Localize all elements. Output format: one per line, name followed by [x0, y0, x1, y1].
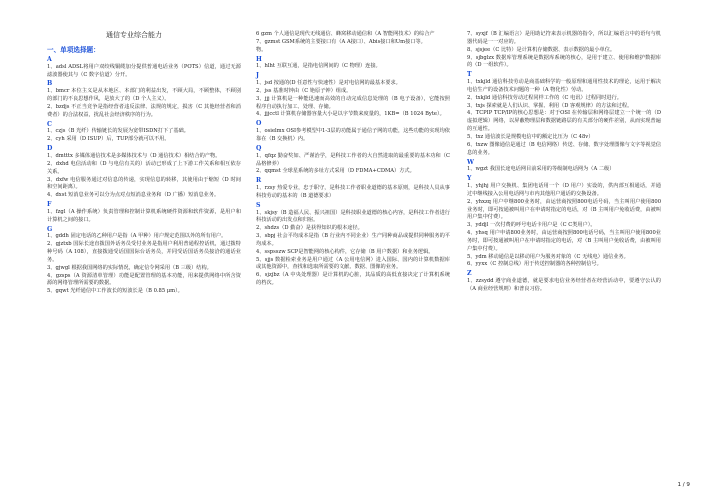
question-item: 8、sjsjee（C 比特）是计算机存储数据、表示数据的最小单位。 [467, 46, 616, 53]
column-3 [467, 31, 661, 294]
section-heading: H [256, 55, 262, 63]
section-heading: W [467, 158, 474, 166]
question-item: 5、ydm 移动通信是以移动用户为服务对象的（C 无线电）通信业务。 [467, 253, 629, 260]
question-item: 3、sbpj 社会平均成本是指（B 行业内不同企业）生产同种商品或提供同种服务的平均成本。 [256, 233, 450, 247]
question-item: 4、jjjcctl 计算机存储器容量大小是以字节数来度量的，1KB=（B 1024 Byte）。 [256, 111, 445, 118]
section-heading: G [47, 225, 53, 233]
question-item: 3、yddjl 一次付费的呼号电话卡用户是（C C类用户）。 [467, 222, 596, 229]
question-item: 5、gqwt 光纤通信中工作波长的短波长是（B 0.85 μm）。 [47, 288, 183, 295]
question-item: 1、bmcr 本位主义是从本地区、本部门的利益出发，不顾大局，不顾整体，不顾别的部门的不良思想作风，是放大了的（D 个人主义）。 [47, 88, 241, 103]
question-item: 2、yhxzq 用户中继800业务时，由运营商按照800电话号码，当主叫用户使用800业务时，即可按通被叫用户在申请时指定的电话，对（B 主叫用户免收话费，由被叫用户集中付费）。 [467, 198, 661, 221]
section-heading: S [256, 201, 261, 209]
question-item: 1、zzsydd 遵守商业道德，就是要求电信业务经营者在经营活动中，要遵守公认的（A 商业经营规则）和普良习俗。 [467, 278, 661, 292]
section-heading: 一、单项选择题： [47, 46, 100, 54]
question-item: 1、osielmx OSI参考模型中1-3层的功能属于通信子网的功能，这些功能的实现均依靠在（B 交换机）内。 [256, 128, 450, 142]
question-item: 1、wgzt 我国长途电话网目前采用的等级制电话网为（A 二级） [467, 166, 615, 173]
question-item: 2、qqmst 全球星系统的多址方式采用（D FDMA+CDMA）方式。 [256, 168, 415, 175]
question-item: 6、yyxx（C 控制总线）用于传送控制器的各种控制信号。 [467, 261, 602, 268]
question-item: 3、jjj 计算机是一种能迅速而高效的自动完成信息处理的（B 电子设备），它能按照程序自动执行加工、处理、存储。 [256, 95, 450, 110]
question-item: 3、txjs 探索就是人们认识、掌握、利用（D 客观规律）的方法和过程。 [467, 102, 633, 109]
question-item: 1、rzsy 热爱专业，忠于职守，是科技工作者职业道德的基本原则，是科技人员从事科技劳动的基本的（B 道德要求） [256, 185, 450, 199]
question-item: 2、jss 基准时钟由（C 铯原子钟）组成。 [256, 87, 352, 94]
column-1 [47, 46, 241, 296]
question-item: 1、fzgl（A 操作系统）负责管理和控制计算机系统硬件资源和软件资源，是用户和计算机之间的接口。 [47, 208, 241, 223]
question-item: 2、cyh 采用（D ISUP）后，TUP部分就可以不用。 [47, 136, 170, 143]
question-item: 2、shdzs（D 勤奋）是获得知识的根本途径。 [256, 225, 363, 232]
question-item: 4、TCPIP TCP/IP的核心思想是：对于OSI 在传输层和网络层建立一个统一的（D 虚拟逻辑）网络，以屏蔽物理层和数据链路层的有关部分的硬件差别，从而实现普遍的互通性。 [467, 110, 661, 133]
question-item: 1、yhjhj 用户交换机、集团电话用一个（D 用户）实设的，供内部互相通话，并通过中继线接入公用电话网与市内其他用户通话的交换设备。 [467, 183, 661, 197]
question-item: 4、sspsszw SCP是智能网的核心构件，它存储（B 用户数据）和业务逻辑。 [256, 248, 434, 255]
column-2 [256, 31, 450, 288]
question-item: 1、hlht 互联互通，是指电信网间的（C 物理）连接。 [256, 63, 381, 70]
question-item: 3、dxfw 电信服务通过对信息的传递，实现信息的转移，其使用由于缩短（D 时间和空间距离）。 [47, 176, 241, 191]
page-number: 1 / 9 [677, 482, 690, 488]
question-item: 3、gjwgl 根据我国网络的实际情况，确定信令网采用（B 三级）结构。 [47, 264, 212, 271]
section-heading: R [256, 177, 262, 185]
question-item: 6 gzm 个人通信是现代无线通信、蜂窝移动通信和（A 智能网技术）的综合产 [256, 31, 435, 37]
section-heading: C [47, 120, 52, 128]
question-item: 6、txzw 图像通信是通过（B 电信网络）传送、存储、数字处理图像与文字等视觉信息的业务。 [467, 141, 661, 156]
section-heading: Z [467, 270, 472, 278]
question-item: 4、dxst 短消息业务可以分为点对点短消息业务和（D 广播）短消息业务。 [47, 192, 220, 199]
question-item: 2、bzdjs 不正当竞争是指经营者违反法律、法规的规定，损害（C 其他经营者和消费者）的合法权益，扰乱社会经济秩序的行为。 [47, 103, 241, 118]
question-item: 5、sjjs 数据检索业务是用户通过（A 公用电信网）进入国际、国内的计算机数据库或其他资源中，查找和选取所需要的文献、数据、图像的业务。 [256, 256, 450, 271]
question-item: 1、txkjld 通信科技劳动是商基础科学的一般原理和通用性技术的理论，运用于解决电信生产的设备技术问题的一种（A 物化性）劳动。 [467, 79, 661, 93]
question-item: 1、dmtttx 多媒体通信技术是多媒体技术与（D 通信技术）相结合的产物。 [47, 152, 221, 159]
section-heading: T [467, 71, 472, 79]
question-item: 7、gzmst GSM系统的主要接口有（A A接口）、Abis接口和Um接口等。 [256, 38, 426, 45]
question-item: 2、gjztxb 国际长途直拨国外话务员受付业务是指用户利用普通程控话机，通过拨特种号码（A 108），直接拨通受话国国际台话务员，并同受话国话务员接洽的通话业务。 [47, 241, 241, 263]
question-item: 2、txkjld 通信科技劳动过程同样工作的（C 电讯）过程同时进行。 [467, 94, 622, 101]
question-item: 4、gzsps（A 资源清单管理）功能是配置管理的基本功能，用来提供网络中所含资源的网络管理所需要的数据。 [47, 272, 241, 287]
section-heading: D [47, 145, 53, 153]
section-heading: J [256, 72, 259, 80]
question-item: 1、czjs（B 光纤）传输链长的发展为宽带ISDN打下了基础。 [47, 128, 189, 135]
question-item: 9、sjbglzx 数据库管理系统是数据库系统的核心，是用于建立、使用和维护数据库的（D 一组软件）。 [467, 54, 661, 69]
question-item: 1、gddh 固定电话的乙种用户是指（A 甲种）用户规定范围以外的所有用户。 [47, 233, 227, 240]
section-heading: F [47, 201, 52, 209]
page-title: 通信专业综合能力 [106, 31, 162, 39]
question-item: 7、syxjf（B 汇编语言）是用助记符来表示机器的指令，所以汇编语言中的语句与机器代码是一一对应的。 [467, 31, 661, 45]
question-item: 1、adsl ADSL将用户双绞线铜缆加分提供普通电话业务（POTS）信道，通过无源滤波器使其与（C 数字信道）分开。 [47, 63, 241, 78]
question-item: 1、skjsy（B 造福人民、振兴祖国）是科技职业道德的核心内容，是科技工作者进行科技活动的出发点和归宿。 [256, 209, 450, 224]
question-item: 2、dxhd 电信活动和（D 与电信有关的）活动已形成了上下游工作关系和相互依存关系。 [47, 160, 241, 175]
section-heading: O [256, 120, 262, 128]
question-item: 5、txz 通信波长是规模电信中的额定比压为（C 48v） [467, 133, 594, 140]
section-heading: Q [256, 144, 262, 152]
section-heading: Y [467, 175, 472, 183]
section-heading: B [47, 80, 53, 88]
question-item: 4、yhsq 用户申请800业务时，由运营商按照800电话号码，当主叫用户使用800业务时，即可按通被叫用户在申请时指定的电话，对（B 主叫用户免收话费，由被叫用户集中付费）。 [467, 230, 661, 252]
question-item: 物。 [256, 46, 267, 53]
question-item: 1、jsd 按通的(D 任意性与快速性）是对电信网的最基本要求。 [256, 80, 401, 87]
question-item: 6、sjzjbz（A 中央处理器）是计算机的心脏，其品质的高低直接决定了计算机系统的档次。 [256, 272, 450, 287]
question-item: 1、qfqz 勤奋奖如、严谨治学，是科技工作者的大自然进取的最重要的基本功和（C 品格修养） [256, 152, 450, 167]
section-heading: A [47, 55, 52, 63]
